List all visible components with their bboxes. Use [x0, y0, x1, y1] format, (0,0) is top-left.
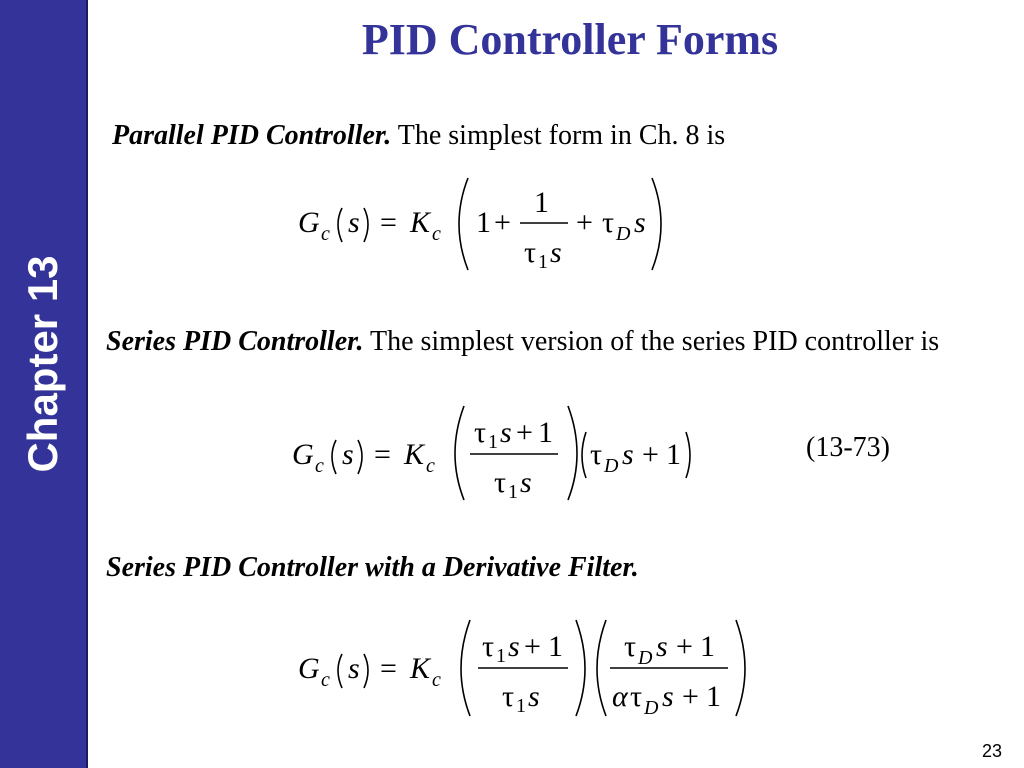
svg-text:+: +	[516, 416, 533, 449]
svg-text:s: s	[662, 680, 674, 713]
filtered-series-pid-equation	[290, 616, 760, 722]
chapter-sidebar	[0, 0, 88, 768]
svg-text:c: c	[432, 669, 441, 691]
svg-text:s: s	[656, 630, 668, 663]
chapter-label: Chapter 13	[19, 255, 66, 473]
svg-text:s: s	[634, 206, 646, 239]
svg-text:τ: τ	[590, 438, 603, 471]
svg-text:τ: τ	[474, 416, 487, 449]
svg-text:K: K	[410, 652, 431, 685]
svg-text:1: 1	[488, 431, 498, 453]
svg-text:+: +	[494, 206, 511, 239]
slide-title: PID Controller Forms	[361, 15, 779, 64]
svg-text:τ: τ	[624, 630, 637, 663]
svg-text:+: +	[682, 680, 699, 713]
svg-text:D: D	[604, 455, 619, 477]
svg-text:1: 1	[538, 251, 548, 273]
filter-section-text	[106, 548, 639, 588]
svg-text:τ: τ	[502, 680, 515, 713]
svg-text:D: D	[644, 697, 659, 719]
svg-text:τ: τ	[482, 630, 495, 663]
svg-text:c: c	[315, 455, 324, 477]
svg-text:G: G	[298, 206, 320, 239]
svg-text:K: K	[404, 438, 425, 471]
svg-text:c: c	[321, 669, 330, 691]
svg-text:=: =	[374, 438, 391, 471]
svg-text:τ: τ	[630, 680, 643, 713]
svg-text:s: s	[528, 680, 540, 713]
svg-text:1: 1	[534, 186, 549, 219]
parallel-description: The simplest form in Ch. 8 is	[391, 120, 726, 151]
equation-number: (13-73)	[806, 432, 890, 463]
series-description: The simplest version of the series PID controller is	[363, 326, 940, 357]
svg-text:+: +	[676, 630, 693, 663]
series-section-text	[106, 322, 966, 362]
svg-text:D: D	[616, 223, 631, 245]
svg-text:+: +	[524, 630, 541, 663]
parallel-heading: Parallel PID Controller.	[112, 120, 392, 151]
svg-text:α: α	[612, 680, 628, 713]
page-number: 23	[981, 741, 1002, 761]
svg-text:c: c	[426, 455, 435, 477]
svg-text:1: 1	[700, 630, 715, 663]
svg-text:τ: τ	[524, 236, 537, 269]
svg-text:1: 1	[706, 680, 721, 713]
svg-text:1: 1	[548, 630, 563, 663]
svg-text:s: s	[500, 416, 512, 449]
svg-text:1: 1	[496, 645, 506, 667]
svg-text:G: G	[298, 652, 320, 685]
svg-text:1: 1	[516, 695, 526, 717]
svg-text:s: s	[550, 236, 562, 269]
svg-text:τ: τ	[602, 206, 615, 239]
svg-text:s: s	[348, 652, 360, 685]
svg-text:1: 1	[666, 438, 681, 471]
svg-text:G: G	[292, 438, 314, 471]
svg-text:K: K	[410, 206, 431, 239]
parallel-section-text	[112, 116, 725, 156]
svg-text:s: s	[520, 466, 532, 499]
svg-text:c: c	[432, 223, 441, 245]
svg-text:+: +	[576, 206, 593, 239]
svg-text:c: c	[321, 223, 330, 245]
svg-text:s: s	[348, 206, 360, 239]
svg-text:1: 1	[476, 206, 491, 239]
svg-text:s: s	[342, 438, 354, 471]
svg-text:=: =	[380, 652, 397, 685]
svg-text:τ: τ	[494, 466, 507, 499]
svg-text:=: =	[380, 206, 397, 239]
svg-text:s: s	[622, 438, 634, 471]
svg-text:1: 1	[538, 416, 553, 449]
series-pid-equation	[288, 402, 708, 506]
svg-text:1: 1	[508, 481, 518, 503]
series-heading: Series PID Controller.	[106, 326, 364, 357]
svg-text:D: D	[638, 647, 653, 669]
svg-text:s: s	[508, 630, 520, 663]
svg-text:+: +	[642, 438, 659, 471]
parallel-pid-equation	[290, 172, 680, 276]
filter-heading: Series PID Controller with a Derivative Filter.	[106, 552, 639, 583]
